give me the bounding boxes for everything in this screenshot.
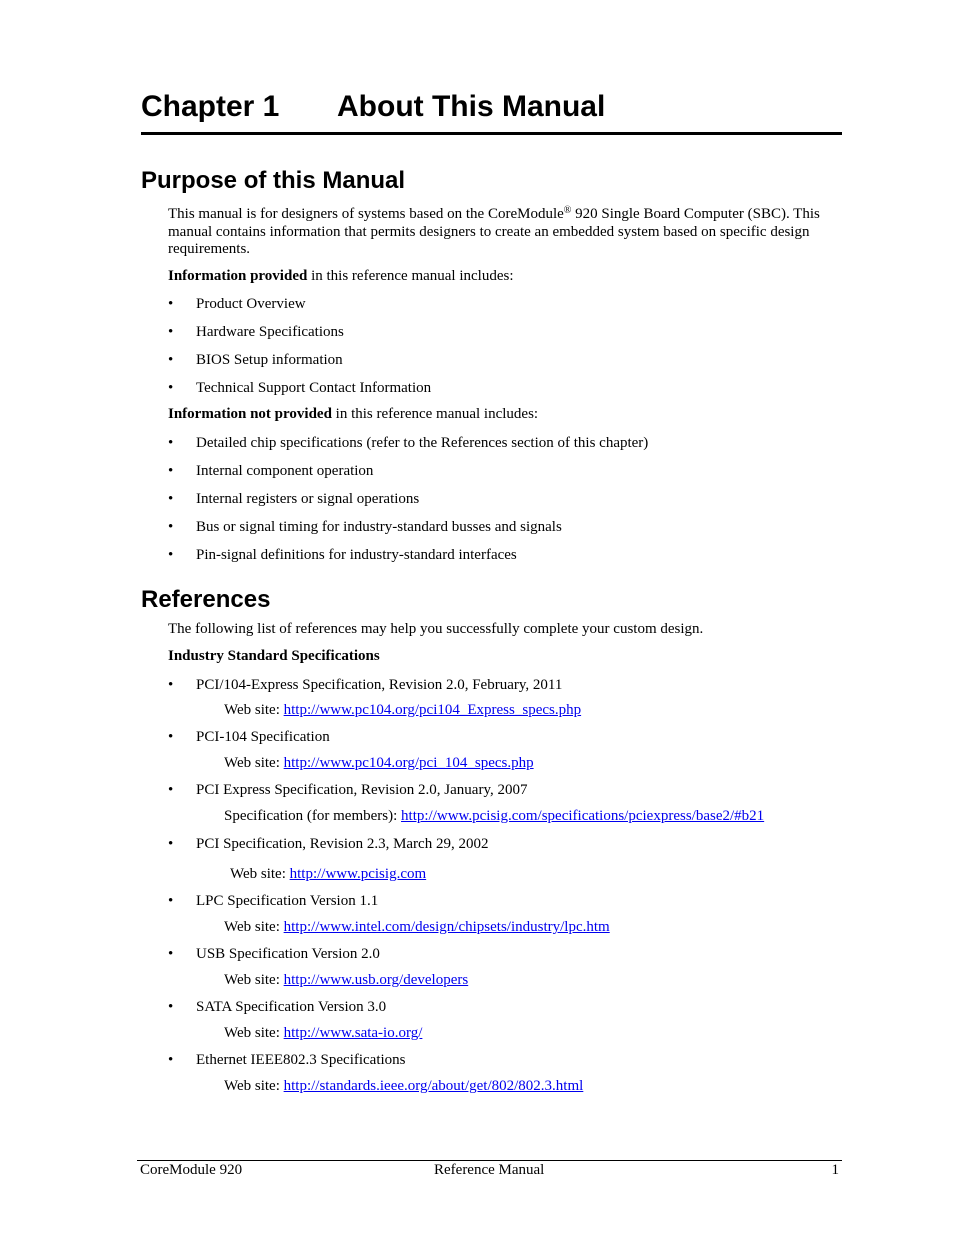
footer-doc-type: Reference Manual bbox=[434, 1162, 545, 1178]
provided-intro: Information provided in this reference manual includes: bbox=[168, 268, 514, 284]
footer-product: CoreModule 920 bbox=[140, 1162, 243, 1178]
reference-link-line: Web site: http://www.pcisig.com bbox=[230, 866, 427, 882]
footer-page-number: 1 bbox=[831, 1162, 839, 1178]
reference-link-line: Web site: http://standards.ieee.org/about/get/802/802.3.html bbox=[224, 1078, 584, 1094]
reference-link-line: Web site: http://www.pc104.org/pci104_Express_specs.php bbox=[224, 702, 582, 718]
purpose-heading: Purpose of this Manual bbox=[141, 167, 406, 194]
purpose-intro: This manual is for designers of systems based on the CoreModule® 920 Single Board Computer (SBC). This manual contains information that permits designers to create an embedded system based on specific design requirements. bbox=[168, 205, 820, 257]
not-provided-intro: Information not provided in this reference manual includes: bbox=[168, 406, 539, 422]
references-intro: The following list of references may help you successfully complete your custom design. bbox=[168, 621, 704, 637]
reference-link[interactable]: http://www.intel.com/design/chipsets/industry/lpc.htm bbox=[283, 919, 610, 935]
reference-link-line: Specification (for members): http://www.pcisig.com/specifications/pciexpress/base2/#b21 bbox=[224, 808, 765, 824]
chapter-heading bbox=[141, 88, 842, 135]
reference-link[interactable]: http://www.pc104.org/pci104_Express_specs.php bbox=[283, 702, 582, 718]
references-subheading: Industry Standard Specifications bbox=[168, 648, 380, 664]
reference-link-line: Web site: http://www.sata-io.org/ bbox=[224, 1025, 423, 1041]
chapter-number: Chapter 1 bbox=[141, 90, 280, 123]
reference-link[interactable]: http://standards.ieee.org/about/get/802/802.3.html bbox=[283, 1078, 584, 1094]
reference-link[interactable]: http://www.pc104.org/pci_104_specs.php bbox=[283, 755, 534, 771]
reference-link[interactable]: http://www.sata-io.org/ bbox=[283, 1025, 423, 1041]
references-heading: References bbox=[141, 586, 271, 613]
reference-link[interactable]: http://www.pcisig.com bbox=[289, 866, 427, 882]
page-footer bbox=[137, 1160, 842, 1178]
chapter-title: About This Manual bbox=[337, 90, 606, 123]
reference-link-line: Web site: http://www.usb.org/developers bbox=[224, 972, 469, 988]
reference-link-line: Web site: http://www.intel.com/design/chipsets/industry/lpc.htm bbox=[224, 919, 610, 935]
reference-link[interactable]: http://www.pcisig.com/specifications/pciexpress/base2/#b21 bbox=[401, 808, 765, 824]
reference-link[interactable]: http://www.usb.org/developers bbox=[283, 972, 469, 988]
reference-link-line: Web site: http://www.pc104.org/pci_104_specs.php bbox=[224, 755, 534, 771]
